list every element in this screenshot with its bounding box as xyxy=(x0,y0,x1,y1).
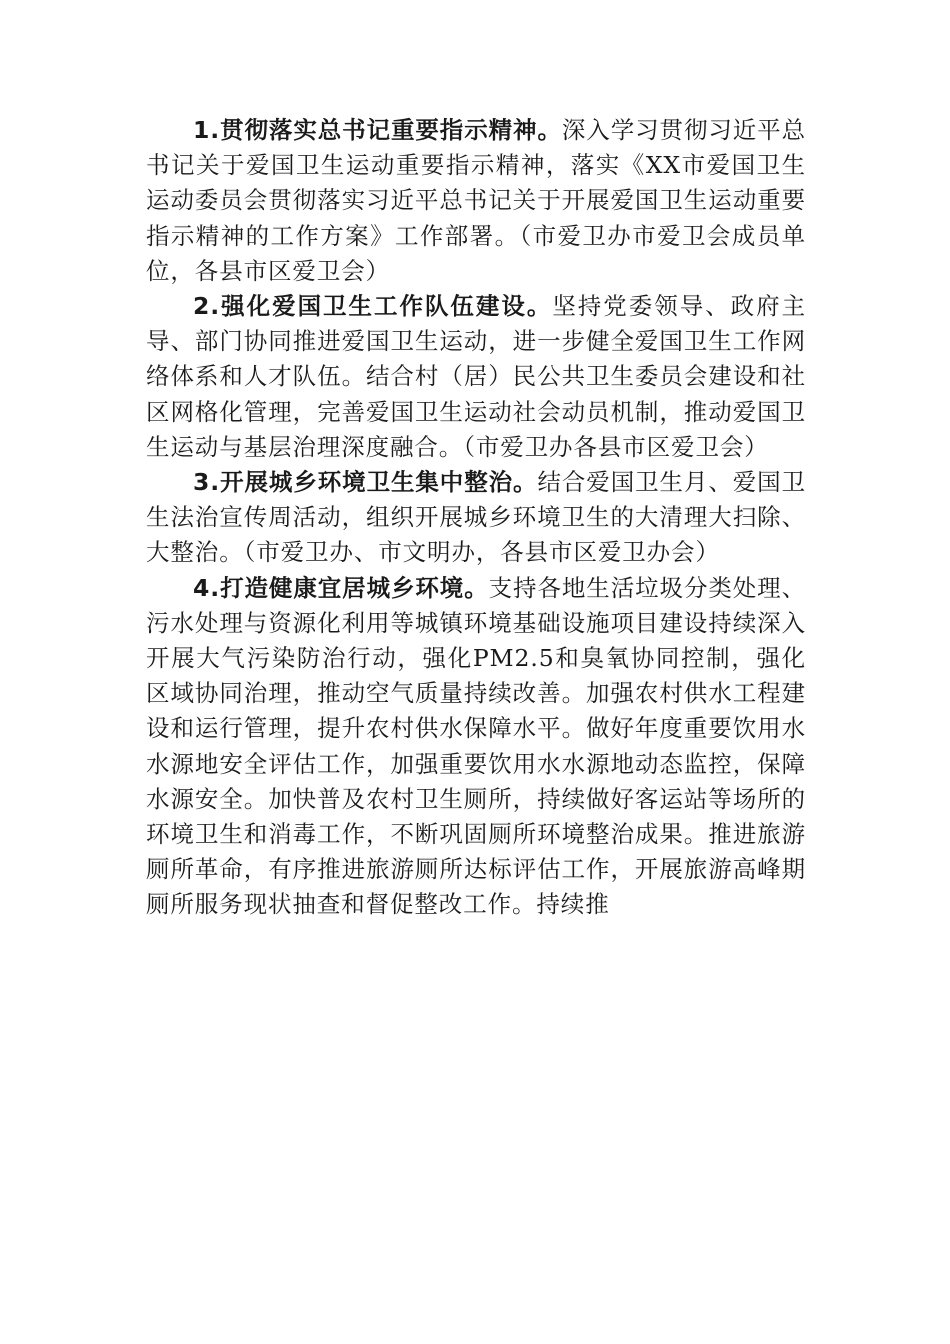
paragraph-2-body: 坚持党委领导、政府主导、部门协同推进爱国卫生运动，进一步健全爱国卫生工作网络体系和人才队伍。结合村（居）民公共卫生委员会建设和社区网格化管理，完善爱国卫生运动社会动员机制，推动爱国卫生运动与基层治理深度融合。（市爱卫办各县市区爱卫会） xyxy=(146,292,807,461)
paragraph-2-heading: 2.强化爱国卫生工作队伍建设。 xyxy=(193,292,553,321)
paragraph-4 xyxy=(146,571,806,923)
paragraph-3-body: 结合爱国卫生月、爱国卫生法治宣传周活动，组织开展城乡环境卫生的大清理大扫除、大整治。（市爱卫办、市文明办，各县市区爱卫办会） xyxy=(146,468,806,567)
paragraph-2 xyxy=(146,289,806,465)
document-page xyxy=(146,113,806,923)
paragraph-1-heading: 1.贯彻落实总书记重要指示精神。 xyxy=(193,116,562,144)
paragraph-4-body: 支持各地生活垃圾分类处理、污水处理与资源化利用等城镇环境基础设施项目建设持续深入开展大气污染防治行动，强化PM2.5和臭氧协同控制，强化区域协同治理，推动空气质量持续改善。加强农村供水工程建设和运行管理，提升农村供水保障水平。做好年度重要饮用水水源地安全评估工作，加强重要饮用水水源地动态监控，保障水源安全。加快普及农村卫生厕所，持续做好客运站等场所的环境卫生和消毒工作，不断巩固厕所环境整治成果。推进旅游厕所革命，有序推进旅游厕所达标评估工作，开展旅游高峰期厕所服务现状抽查和督促整改工作。持续推 xyxy=(146,573,806,919)
paragraph-4-heading: 4.打造健康宜居城乡环境。 xyxy=(193,573,489,602)
paragraph-1-body: 深入学习贯彻习近平总书记关于爱国卫生运动重要指示精神，落实《XX市爱国卫生运动委员会贯彻落实习近平总书记关于开展爱国卫生运动重要指示精神的工作方案》工作部署。（市爱卫办市爱卫会成员单位，各县市区爱卫会） xyxy=(146,116,806,285)
paragraph-3-heading: 3.开展城乡环境卫生集中整治。 xyxy=(193,468,538,497)
paragraph-1 xyxy=(146,113,806,289)
paragraph-3 xyxy=(146,465,806,571)
